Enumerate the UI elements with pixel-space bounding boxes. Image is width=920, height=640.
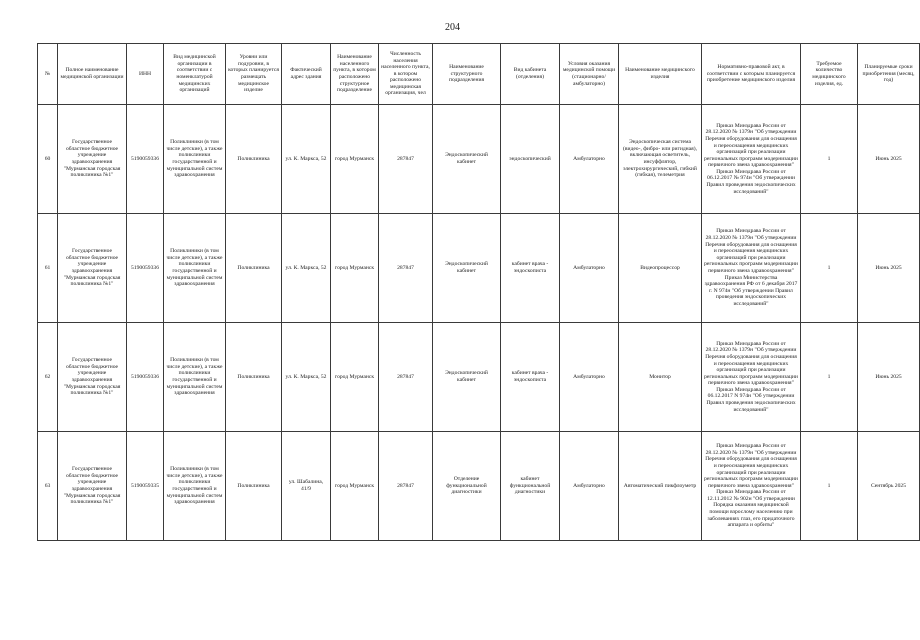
table-row <box>38 105 920 214</box>
cell-term: Июнь 2025 <box>858 105 920 214</box>
cell-org-type: Поликлиники (в том числе детские), а также поликлиники государственной и муниципальной систем здравоохранения <box>164 105 226 214</box>
header-quantity: Требуемое количество медицинского изделия, ед. <box>801 44 858 105</box>
cell-subdivision: Отделение функциональной диагностики <box>433 432 501 541</box>
cell-conditions: Амбулаторно <box>560 105 619 214</box>
page-number: 204 <box>445 22 460 33</box>
cell-settlement: город Мурманск <box>331 105 379 214</box>
cell-org-name: Государственное областное бюджетное учреждение здравоохранения "Мурманская городская поликлиника №1" <box>58 432 127 541</box>
cell-level: Поликлиника <box>226 323 282 432</box>
cell-quantity: 1 <box>801 105 858 214</box>
cell-population: 287847 <box>379 105 433 214</box>
cell-address: ул. К. Маркса, 52 <box>282 105 331 214</box>
cell-device: Автоматический пикфлоуметр <box>619 432 702 541</box>
table-row <box>38 214 920 323</box>
cell-subdivision: Эндоскопический кабинет <box>433 323 501 432</box>
cell-inn: 5190059336 <box>127 323 164 432</box>
cell-num: 60 <box>38 105 58 214</box>
header-address: Фактический адрес здания <box>282 44 331 105</box>
cell-inn: 5190059336 <box>127 214 164 323</box>
cell-org-type: Поликлиники (в том числе детские), а также поликлиники государственной и муниципальной систем здравоохранения <box>164 432 226 541</box>
cell-population: 287847 <box>379 214 433 323</box>
cell-population: 287847 <box>379 323 433 432</box>
cell-settlement: город Мурманск <box>331 432 379 541</box>
cell-num: 62 <box>38 323 58 432</box>
header-legal-act: Нормативно-правовой акт, в соответствии с которым планируется приобретение медицинского изделия <box>702 44 801 105</box>
cell-settlement: город Мурманск <box>331 323 379 432</box>
cell-device: Монитор <box>619 323 702 432</box>
header-num: № <box>38 44 58 105</box>
cell-level: Поликлиника <box>226 105 282 214</box>
cell-conditions: Амбулаторно <box>560 214 619 323</box>
cell-cabinet: эндоскопический <box>501 105 560 214</box>
cell-subdivision: Эндоскопический кабинет <box>433 105 501 214</box>
cell-address: ул. Шабалина, 41/9 <box>282 432 331 541</box>
cell-org-name: Государственное областное бюджетное учреждение здравоохранения "Мурманская городская поликлиника №1" <box>58 105 127 214</box>
cell-conditions: Амбулаторно <box>560 323 619 432</box>
header-device: Наименование медицинского изделия <box>619 44 702 105</box>
cell-address: ул. К. Маркса, 52 <box>282 214 331 323</box>
table-header-row <box>38 44 920 105</box>
cell-level: Поликлиника <box>226 214 282 323</box>
header-term: Планируемые сроки приобретения (месяц, год) <box>858 44 920 105</box>
cell-quantity: 1 <box>801 323 858 432</box>
table-row <box>38 432 920 541</box>
cell-quantity: 1 <box>801 214 858 323</box>
cell-num: 63 <box>38 432 58 541</box>
cell-term: Сентябрь 2025 <box>858 432 920 541</box>
cell-device: Эндоскопическая система (видео-, фибро- или ригидная), включающая осветитель, инсуффлятор, электрохирургический, гибкий (гибкая), телеметрия <box>619 105 702 214</box>
header-inn: ИНН <box>127 44 164 105</box>
cell-settlement: город Мурманск <box>331 214 379 323</box>
cell-subdivision: Эндоскопический кабинет <box>433 214 501 323</box>
cell-inn: 5190059335 <box>127 432 164 541</box>
header-cabinet: Вид кабинета (отделения) <box>501 44 560 105</box>
cell-org-name: Государственное областное бюджетное учреждение здравоохранения "Мурманская городская поликлиника №1" <box>58 323 127 432</box>
cell-term: Июнь 2025 <box>858 214 920 323</box>
cell-level: Поликлиника <box>226 432 282 541</box>
cell-legal-act: Приказ Минздрава России от 28.12.2020 № 1379н "Об утверждении Перечня оборудования для оснащения и переоснащения медицинских организаций при реализации региональных программ модернизации первичного звена здравоохранения" Приказ Министерства здравоохранения РФ от 6 декабря 2017 г. N 974н "Об утверждении Правил проведения эндоскопических исследований" <box>702 214 801 323</box>
cell-device: Видеопроцессор <box>619 214 702 323</box>
cell-address: ул. К. Маркса, 52 <box>282 323 331 432</box>
header-subdivision: Наименование структурного подразделения <box>433 44 501 105</box>
cell-inn: 5190059336 <box>127 105 164 214</box>
cell-legal-act: Приказ Минздрава России от 28.12.2020 № 1379н "Об утверждении Перечня оборудования для оснащения и переоснащения медицинских организаций при реализации региональных программ модернизации первичного звена здравоохранения" Приказ Минздрава России от 12.11.2012 № 902н "Об утверждении Порядка оказания медицинской помощи взрослому населению при заболеваниях глаз, его придаточного аппарата и орбиты" <box>702 432 801 541</box>
equipment-table <box>37 43 920 541</box>
header-population: Численность населения населенного пункта, в котором расположено медицинская организация, чел <box>379 44 433 105</box>
header-org-type: Вид медицинской организации в соответствии с номенклатурой медицинских организаций <box>164 44 226 105</box>
cell-legal-act: Приказ Минздрава России от 28.12.2020 № 1379н "Об утверждении Перечня оборудования для оснащения и переоснащения медицинских организаций при реализации региональных программ модернизации первичного звена здравоохранения" Приказ Минздрава России от 06.12.2017 № 974н "Об утверждении Правил проведения эндоскопических исследований" <box>702 105 801 214</box>
cell-legal-act: Приказ Минздрава России от 28.12.2020 № 1379н "Об утверждении Перечня оборудования для оснащения и переоснащения медицинских организаций при реализации региональных программ модернизации первичного звена здравоохранения" Приказ Минздрава России от 06.12.2017 N 974н "Об утверждении Правил проведения эндоскопических исследований" <box>702 323 801 432</box>
cell-cabinet: кабинет врача - эндоскописта <box>501 214 560 323</box>
cell-cabinet: кабинет врача - эндоскописта <box>501 323 560 432</box>
cell-org-type: Поликлиники (в том числе детские), а также поликлиники государственной и муниципальной систем здравоохранения <box>164 214 226 323</box>
table-row <box>38 323 920 432</box>
cell-num: 61 <box>38 214 58 323</box>
cell-conditions: Амбулаторно <box>560 432 619 541</box>
header-org-name: Полное наименование медицинской организации <box>58 44 127 105</box>
cell-population: 287847 <box>379 432 433 541</box>
cell-term: Июнь 2025 <box>858 323 920 432</box>
header-level: Уровни или подуровни, в которых планируется размещать медицинское изделие <box>226 44 282 105</box>
cell-org-type: Поликлиники (в том числе детские), а также поликлиники государственной и муниципальной систем здравоохранения <box>164 323 226 432</box>
cell-org-name: Государственное областное бюджетное учреждение здравоохранения "Мурманская городская поликлиника №1" <box>58 214 127 323</box>
cell-quantity: 1 <box>801 432 858 541</box>
cell-cabinet: кабинет функциональной диагностики <box>501 432 560 541</box>
header-settlement: Наименование населенного пункта, в котором расположено структурное подразделение <box>331 44 379 105</box>
header-conditions: Условия оказания медицинской помощи (стационарно/амбулаторно) <box>560 44 619 105</box>
